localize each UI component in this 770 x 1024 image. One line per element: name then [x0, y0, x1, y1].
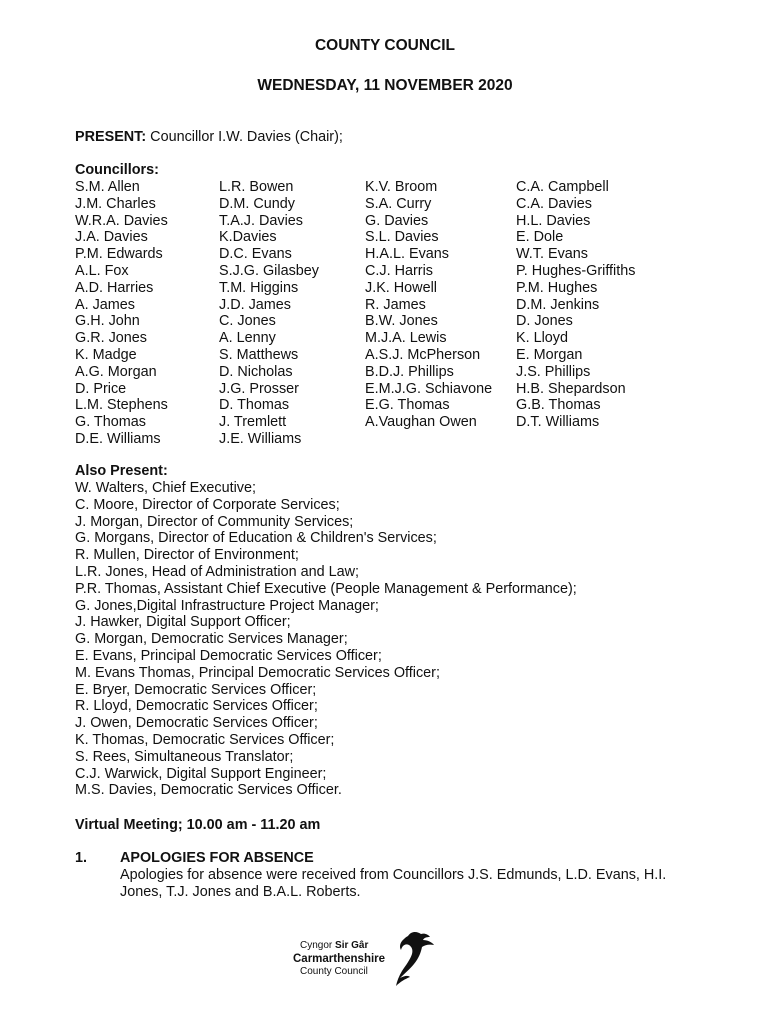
councillor-name: E. Dole: [516, 229, 564, 246]
councillor-name: R. James: [365, 296, 426, 313]
councillor-name: H.L. Davies: [516, 212, 591, 229]
councillor-name: K.Davies: [219, 229, 277, 246]
councillor-name: S.M. Allen: [75, 179, 140, 195]
also-present-list: [75, 480, 577, 799]
councillor-name: H.B. Shepardson: [516, 380, 626, 397]
present-text: Councillor I.W. Davies (Chair);: [150, 129, 343, 145]
councillor-name: W.R.A. Davies: [75, 212, 168, 229]
attendee-item: G. Morgans, Director of Education & Children's Services;: [75, 530, 437, 547]
councillor-name: G. Davies: [365, 212, 429, 229]
councillor-name: W.T. Evans: [516, 246, 588, 263]
agenda-item-text: Apologies for absence were received from Councillors J.S. Edmunds, L.D. Evans, H.I. Jones, T.J. Jones and B.A.L. Roberts.: [120, 867, 667, 900]
attendee-item: G. Morgan, Democratic Services Manager;: [75, 631, 348, 648]
councillor-name: C. Jones: [219, 313, 276, 330]
councillor-name: A.S.J. McPherson: [365, 346, 481, 363]
councillor-name: A.D. Harries: [75, 279, 154, 296]
councillor-name: C.J. Harris: [365, 262, 433, 279]
councillor-name: E.G. Thomas: [365, 397, 450, 414]
councillor-name: T.M. Higgins: [219, 279, 299, 296]
councillor-name: B.W. Jones: [365, 313, 438, 330]
councillor-name: J.D. James: [219, 296, 291, 313]
councillor-name: J.S. Phillips: [516, 363, 591, 380]
councillor-name: D. Nicholas: [219, 363, 293, 380]
councillor-name: D. Jones: [516, 313, 573, 330]
councillor-name: G.H. John: [75, 313, 140, 330]
councillor-name: D. Thomas: [219, 397, 290, 414]
attendee-item: C.J. Warwick, Digital Support Engineer;: [75, 765, 327, 782]
councillor-name: S.A. Curry: [365, 195, 432, 212]
councillor-name: J. Tremlett: [219, 414, 287, 431]
attendee-item: K. Thomas, Democratic Services Officer;: [75, 731, 335, 748]
attendee-item: J. Hawker, Digital Support Officer;: [75, 614, 291, 631]
dragon-icon: [388, 928, 438, 988]
councillor-name: H.A.L. Evans: [365, 246, 449, 263]
attendee-item: G. Jones,Digital Infrastructure Project Manager;: [75, 597, 379, 614]
attendee-item: P.R. Thomas, Assistant Chief Executive (People Management & Performance);: [75, 580, 577, 597]
logo-carmarthenshire: Carmarthenshire: [293, 953, 386, 965]
meeting-info: Virtual Meeting; 10.00 am - 11.20 am: [75, 817, 321, 833]
councillor-name: D.T. Williams: [516, 414, 600, 431]
councillor-name: C.A. Davies: [516, 195, 592, 212]
council-logo: [290, 928, 440, 990]
councillor-name: D.E. Williams: [75, 430, 161, 447]
councillor-name: K. Lloyd: [516, 330, 568, 347]
councillor-name: S. Matthews: [219, 346, 299, 363]
councillor-name: D. Price: [75, 380, 127, 397]
councillor-name: S.J.G. Gilasbey: [219, 262, 319, 279]
councillor-name: L.R. Bowen: [219, 179, 294, 195]
attendee-item: J. Morgan, Director of Community Services;: [75, 513, 354, 530]
councillor-name: E. Morgan: [516, 346, 583, 363]
present-line: [75, 129, 343, 146]
present-label: PRESENT:: [75, 129, 147, 145]
councillor-name: B.D.J. Phillips: [365, 363, 454, 380]
councillor-name: K. Madge: [75, 346, 137, 363]
councillor-name: G.B. Thomas: [516, 397, 601, 414]
councillor-name: K.V. Broom: [365, 179, 438, 195]
councillor-name: D.C. Evans: [219, 246, 292, 263]
councillor-name: D.M. Cundy: [219, 195, 295, 212]
councillor-name: J.E. Williams: [219, 430, 302, 447]
logo-sir-gar: Sir Gâr: [335, 940, 369, 951]
councillor-name: A.Vaughan Owen: [365, 414, 477, 431]
councillors-column-3: [365, 179, 492, 431]
councillor-name: L.M. Stephens: [75, 397, 168, 414]
agenda-item-title: APOLOGIES FOR ABSENCE: [120, 850, 314, 866]
document-title: COUNTY COUNCIL: [314, 37, 456, 54]
councillor-name: A. Lenny: [219, 330, 276, 347]
attendee-item: M. Evans Thomas, Principal Democratic Services Officer;: [75, 664, 440, 681]
attendee-item: E. Evans, Principal Democratic Services Officer;: [75, 647, 382, 664]
attendee-item: M.S. Davies, Democratic Services Officer.: [75, 782, 342, 799]
attendee-item: R. Lloyd, Democratic Services Officer;: [75, 698, 318, 715]
attendee-item: E. Bryer, Democratic Services Officer;: [75, 681, 317, 698]
councillor-name: P.M. Hughes: [516, 279, 598, 296]
councillor-name: A.G. Morgan: [75, 363, 157, 380]
councillors-column-4: [516, 179, 635, 431]
attendee-item: J. Owen, Democratic Services Officer;: [75, 715, 318, 732]
councillor-name: G. Thomas: [75, 414, 146, 431]
councillor-name: J.A. Davies: [75, 229, 148, 246]
also-present-heading: Also Present:: [75, 463, 168, 479]
councillor-name: P. Hughes-Griffiths: [516, 262, 636, 279]
councillors-column-2: [219, 179, 319, 448]
attendee-item: L.R. Jones, Head of Administration and Law;: [75, 563, 359, 580]
logo-county-council: County Council: [300, 966, 368, 977]
councillor-name: P.M. Edwards: [75, 246, 163, 263]
meeting-date: WEDNESDAY, 11 NOVEMBER 2020: [257, 77, 513, 94]
councillor-name: J.G. Prosser: [219, 380, 299, 397]
councillor-name: A. James: [75, 296, 135, 313]
attendee-item: C. Moore, Director of Corporate Services;: [75, 496, 340, 513]
logo-welsh-name: [300, 940, 368, 951]
councillor-name: J.M. Charles: [75, 195, 156, 212]
councillor-name: A.L. Fox: [75, 262, 129, 279]
councillor-name: T.A.J. Davies: [219, 212, 303, 229]
attendee-item: W. Walters, Chief Executive;: [75, 480, 256, 496]
logo-cyngor: Cyngor: [300, 940, 333, 951]
councillor-name: E.M.J.G. Schiavone: [365, 380, 493, 397]
councillor-name: G.R. Jones: [75, 330, 147, 347]
attendee-item: S. Rees, Simultaneous Translator;: [75, 748, 294, 765]
councillor-name: D.M. Jenkins: [516, 296, 600, 313]
councillor-name: J.K. Howell: [365, 279, 437, 296]
agenda-item-number: 1.: [75, 850, 88, 866]
attendee-item: R. Mullen, Director of Environment;: [75, 547, 299, 564]
councillors-heading: Councillors:: [75, 162, 159, 178]
councillor-name: S.L. Davies: [365, 229, 439, 246]
councillor-name: M.J.A. Lewis: [365, 330, 447, 347]
councillor-name: C.A. Campbell: [516, 179, 609, 195]
councillors-column-1: [75, 179, 168, 448]
